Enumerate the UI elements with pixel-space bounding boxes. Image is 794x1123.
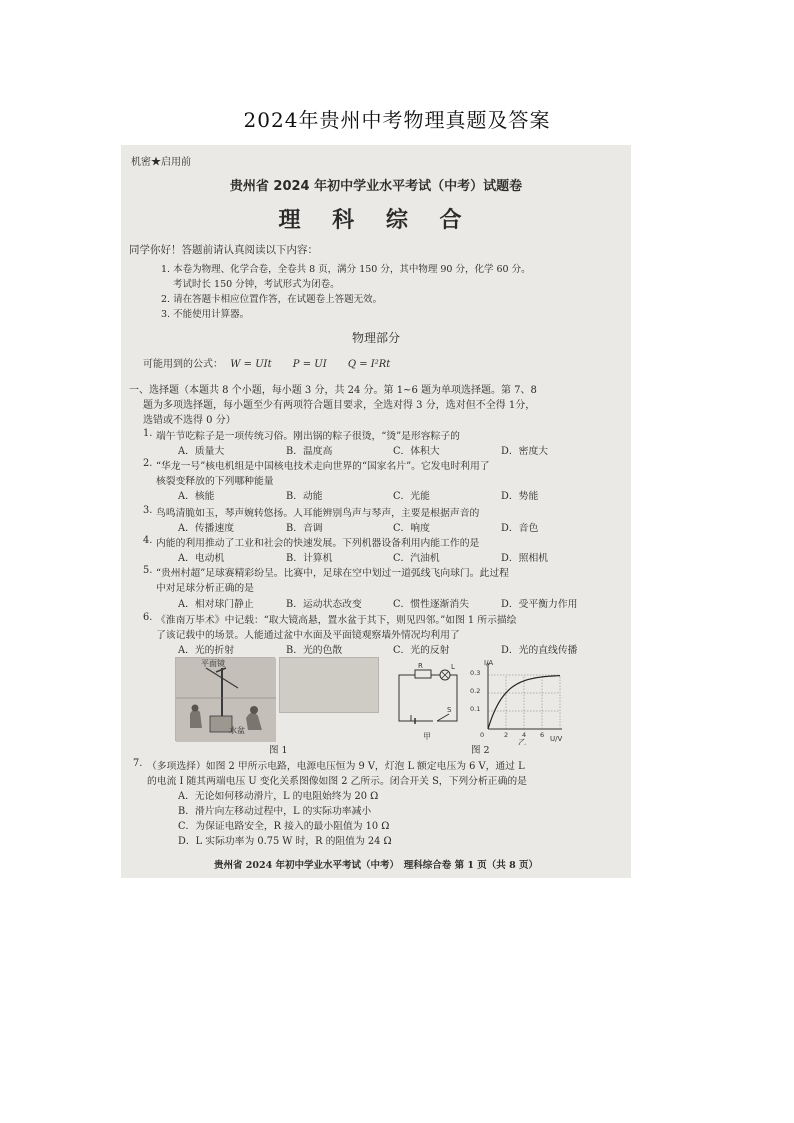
option-a: A．光的折射 [178,645,235,656]
option-d: D．光的直线传播 [501,645,578,656]
option-d: D．密度大 [501,446,549,457]
circuit-jia-label: 甲 [423,732,431,741]
option-c: C．惯性逐渐消失 [393,599,470,610]
x-tick-label: 2 [504,731,509,739]
question-text: 核裂变释放的下列哪种能量 [156,476,274,487]
question-number: 5. [143,565,153,576]
option-c: C．体积大 [393,446,440,457]
notice-item: 1. 本卷为物理、化学合卷，全卷共 8 页，满分 150 分，其中物理 90 分，化学 60 分。 [161,264,531,275]
question-text: “华龙一号”核电机组是中国核电技术走向世界的“国家名片”。它发电时利用了 [156,461,490,472]
scanned-exam-page [121,145,631,878]
option-b: B．音调 [286,523,323,534]
formula-line [143,355,390,370]
question-text: “贵州村超”足球赛精彩纷呈。比赛中，足球在空中划过一道弧线飞向球门。此过程 [156,568,509,579]
page-footer: 贵州省 2024 年初中学业水平考试（中考） 理科综合卷 第 1 页（共 8 页） [213,860,539,871]
option-d: D．音色 [501,523,539,534]
option-a: A．核能 [178,491,215,502]
notice-item: 2. 请在答题卡相应位置作答，在试题卷上答题无效。 [161,294,383,305]
x-tick-label: 0 [480,731,485,739]
question-text: （多项选择）如图 2 甲所示电路，电源电压恒为 9 V，灯泡 L 额定电压为 6 V，通过 L [147,761,525,772]
formula-label: 可能用到的公式： [143,359,223,370]
figure-2-label: 图 2 [471,745,490,756]
figure-1-illustration [175,657,275,741]
option-c: C．光的反射 [393,645,450,656]
question-text: 了该记载中的场景。人能通过盆中水面及平面镜观察墙外情况均利用了 [156,630,460,641]
option-d: D．L 实际功率为 0.75 W 时，R 的阻值为 24 Ω [178,836,392,847]
option-c: C．光能 [393,491,430,502]
x-tick-label: 4 [522,731,527,739]
circuit-diagram [389,663,477,743]
question-number: 2. [143,458,153,469]
option-a: A．质量大 [178,446,225,457]
x-tick-label: 6 [540,731,545,739]
formula-power: P = UI [292,359,327,370]
section-instructions: 一、选择题（本题共 8 个小题，每小题 3 分，共 24 分。第 1~6 题为单项选择题。第 7、8 [129,385,537,396]
y-tick-label: 0.2 [470,687,481,695]
graph-yi-label: 乙 [518,738,526,745]
page-title: 2024年贵州中考物理真题及答案 [243,108,551,132]
question-text: 中对足球分析正确的是 [156,583,254,594]
figure-photo [279,657,379,713]
question-number: 6. [143,612,153,623]
notice-heading: 同学你好！答题前请认真阅读以下内容： [129,244,318,256]
figure-1-label: 图 1 [269,745,288,756]
secret-mark: 机密★启用前 [131,157,191,168]
notice-item: 3. 不能使用计算器。 [161,309,250,320]
y-axis-label: I/A [484,659,494,667]
mirror-label: 平面镜 [201,659,225,668]
option-a: A．电动机 [178,553,225,564]
iu-graph [466,657,566,745]
y-tick-label: 0.1 [470,705,481,713]
question-text: 的电流 I 随其两端电压 U 变化关系图像如图 2 乙所示。闭合开关 S，下列分析正确的是 [147,776,527,787]
question-number: 4. [143,535,153,546]
question-number: 7. [133,758,143,769]
option-b: B．计算机 [286,553,333,564]
option-a: A．无论如何移动滑片，L 的电阻始终为 20 Ω [178,791,379,802]
lamp-label: L [451,663,455,671]
option-b: B．运动状态改变 [286,599,362,610]
question-text: 鸟鸣清脆如玉，琴声婉转悠扬。人耳能辨别鸟声与琴声，主要是根据声音的 [156,508,480,519]
option-c: C．汽油机 [393,553,440,564]
resistor-label: R [418,663,423,670]
question-number: 1. [143,428,153,439]
section-instructions: 题为多项选择题，每小题至少有两项符合题目要求，全选对得 3 分，选对但不全得 1分， [143,400,536,411]
formula-heat: Q = I²Rt [347,359,391,370]
option-b: B．滑片向左移动过程中，L 的实际功率减小 [178,806,372,817]
option-b: B．光的色散 [286,645,343,656]
formula-work: W = UIt [230,359,272,370]
option-a: A．传播速度 [178,523,235,534]
option-a: A．相对球门静止 [178,599,254,610]
option-d: D．照相机 [501,553,549,564]
y-tick-label: 0.3 [470,669,481,677]
part-title: 物理部分 [351,331,400,345]
section-instructions: 选错或不选得 0 分） [143,415,236,426]
option-d: D．受平衡力作用 [501,599,578,610]
option-c: C．响度 [393,523,430,534]
question-number: 3. [143,505,153,516]
figure-1-drawing [176,658,276,742]
x-axis-label: U/V [550,735,563,743]
exam-title: 贵州省 2024 年初中学业水平考试（中考）试题卷 [229,179,523,194]
option-d: D．势能 [501,491,539,502]
option-b: B．温度高 [286,446,333,457]
question-text: 端午节吃粽子是一项传统习俗。刚出锅的粽子很烫，“烫”是形容粽子的 [156,431,460,442]
option-c: C．为保证电路安全，R 接入的最小阻值为 10 Ω [178,821,390,832]
notice-item: 考试时长 150 分钟，考试形式为闭卷。 [173,279,340,290]
question-text: 内能的利用推动了工业和社会的快速发展。下列机器设备利用内能工作的是 [156,538,480,549]
option-b: B．动能 [286,491,323,502]
question-text: 《淮南万毕术》中记载：“取大镜高悬，置水盆于其下，则见四邻。”如图 1 所示描绘 [156,615,517,626]
switch-label: S [447,706,452,714]
subject-title: 理 科 综 合 [278,208,474,233]
basin-label: 水盆 [229,726,245,735]
